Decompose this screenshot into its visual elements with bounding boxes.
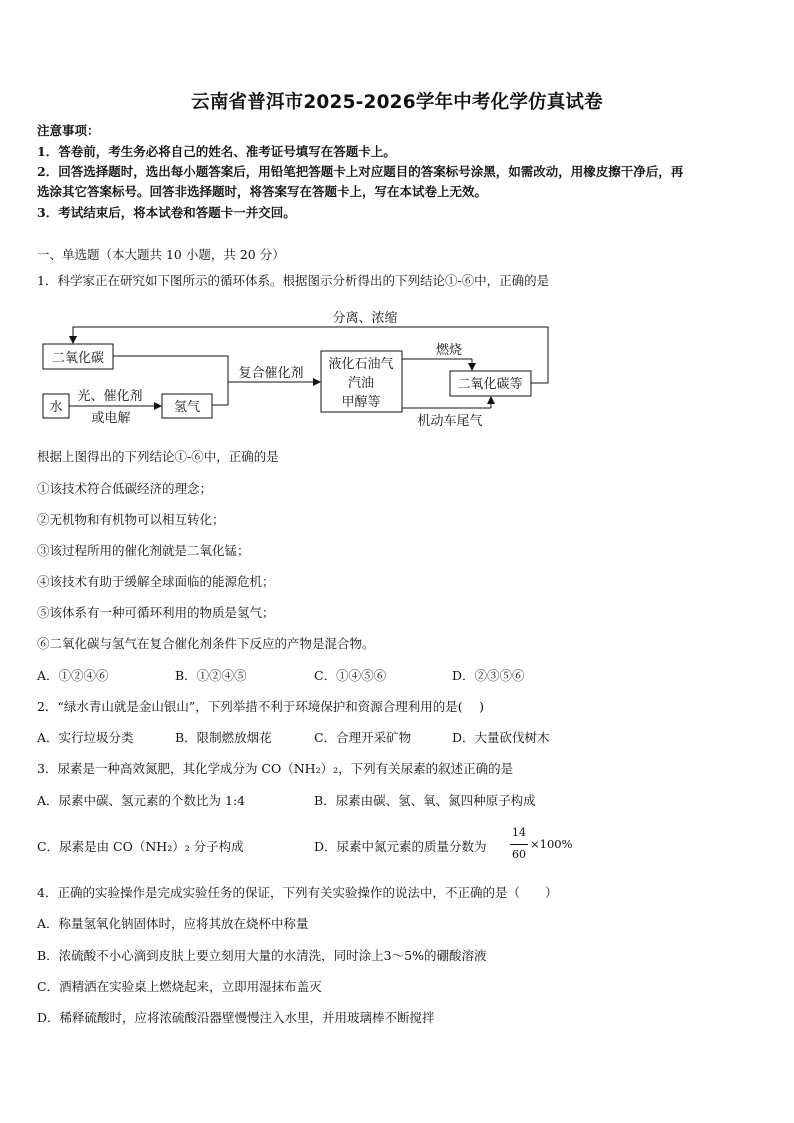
q1-statement-6: ⑥二氧化碳与氢气在复合催化剂条件下反应的产物是混合物。 xyxy=(37,636,375,651)
q1-stem: 1．科学家正在研究如下图所示的循环体系。根据图示分析得出的下列结论①-⑥中，正确的是 xyxy=(37,273,550,288)
diagram-co2-left: 二氧化碳 xyxy=(51,351,105,366)
q1-statement-3: ③该过程所用的催化剂就是二氧化锰； xyxy=(37,543,250,558)
diagram-co2-right: 二氧化碳等 xyxy=(457,377,523,392)
q2-option-b[interactable]: B．限制燃放烟花 xyxy=(175,730,272,745)
diagram-water: 水 xyxy=(49,400,63,415)
q1-statement-1: ①该技术符合低碳经济的理念； xyxy=(37,481,213,496)
notice-item-2a: 2．回答选择题时，选出每小题答案后，用铅笔把答题卡上对应题目的答案标号涂黑，如需改动，用橡皮擦干净后，再 xyxy=(37,164,684,179)
diagram-light-catalyst: 光、催化剂 xyxy=(77,389,143,404)
q4-option-c[interactable]: C．酒精洒在实验桌上燃烧起来，立即用湿抹布盖灭 xyxy=(37,979,322,994)
page-title: 云南省普洱市2025-2026学年中考化学仿真试卷 xyxy=(191,92,603,113)
q2-stem: 2．“绿水青山就是金山银山”，下列举措不利于环境保护和资源合理利用的是( ) xyxy=(37,699,484,714)
q4-option-a[interactable]: A．称量氢氧化钠固体时，应将其放在烧杯中称量 xyxy=(37,916,309,931)
q1-statement-5: ⑤该体系有一种可循环利用的物质是氢气； xyxy=(37,605,275,620)
q3-option-b[interactable]: B．尿素由碳、氢、氧、氮四种原子构成 xyxy=(314,793,536,808)
q3-stem: 3．尿素是一种高效氮肥，其化学成分为 CO（NH₂）₂，下列有关尿素的叙述正确的是 xyxy=(37,761,514,776)
q4-option-b[interactable]: B．浓硫酸不小心滴到皮肤上要立刻用大量的水清洗，同时涂上3～5%的硼酸溶液 xyxy=(37,948,487,963)
q1-statement-2: ②无机物和有机物可以相互转化； xyxy=(37,512,225,527)
q3-d-denominator: 60 xyxy=(512,848,526,861)
fraction-bar xyxy=(510,844,528,845)
diagram-hydrogen: 氢气 xyxy=(173,400,201,415)
co2-left-box xyxy=(43,344,113,369)
products-box xyxy=(321,351,402,412)
q1-option-a[interactable]: A．①②④⑥ xyxy=(37,668,109,683)
diagram-product-line1: 液化石油气 xyxy=(328,357,394,372)
diagram-product-line3: 甲醇等 xyxy=(341,395,381,410)
diagram-product-line2: 汽油 xyxy=(347,376,375,391)
notice-item-2b: 选涂其它答案标号。回答非选择题时，将答案写在答题卡上，写在本试卷上无效。 xyxy=(37,184,488,199)
q1-option-c[interactable]: C．①④⑤⑥ xyxy=(314,668,387,683)
q1-lead: 根据上图得出的下列结论①-⑥中，正确的是 xyxy=(37,449,279,464)
q3-option-d[interactable]: D．尿素中氮元素的质量分数为 xyxy=(314,839,487,854)
q2-option-d[interactable]: D．大量砍伐树木 xyxy=(452,730,550,745)
q1-statement-4: ④该技术有助于缓解全球面临的能源危机； xyxy=(37,574,275,589)
q3-option-a[interactable]: A．尿素中碳、氢元素的个数比为 1:4 xyxy=(37,793,246,808)
section-heading: 一、单选题（本大题共 10 小题，共 20 分） xyxy=(37,247,285,262)
diagram-composite-catalyst: 复合催化剂 xyxy=(238,366,304,381)
diagram-exhaust: 机动车尾气 xyxy=(417,414,483,429)
q2-option-a[interactable]: A．实行垃圾分类 xyxy=(37,730,134,745)
notice-item-1: 1．答卷前，考生务必将自己的姓名、准考证号填写在答题卡上。 xyxy=(37,144,396,159)
q3-d-numerator: 14 xyxy=(512,826,526,839)
q3-option-c[interactable]: C．尿素是由 CO（NH₂）₂ 分子构成 xyxy=(37,839,244,854)
notice-item-3: 3．考试结束后，将本试卷和答题卡一并交回。 xyxy=(37,205,296,220)
diagram-separate: 分离、浓缩 xyxy=(332,311,398,326)
diagram-burn: 燃烧 xyxy=(435,343,463,358)
q3-d-tail: ×100% xyxy=(530,837,573,851)
water-box xyxy=(43,394,69,418)
q1-option-b[interactable]: B．①②④⑤ xyxy=(175,668,247,683)
hydrogen-box xyxy=(162,394,212,418)
q4-stem: 4．正确的实验操作是完成实验任务的保证，下列有关实验操作的说法中，不正确的是（ ） xyxy=(37,885,558,900)
q1-option-d[interactable]: D．②③⑤⑥ xyxy=(452,668,525,683)
q4-option-d[interactable]: D．稀释硫酸时，应将浓硫酸沿器壁慢慢注入水里，并用玻璃棒不断搅拌 xyxy=(37,1010,435,1025)
q2-option-c[interactable]: C．合理开采矿物 xyxy=(314,730,412,745)
co2-right-box xyxy=(450,371,531,396)
diagram-or-electrolysis: 或电解 xyxy=(91,411,131,426)
notice-heading: 注意事项： xyxy=(37,123,100,138)
